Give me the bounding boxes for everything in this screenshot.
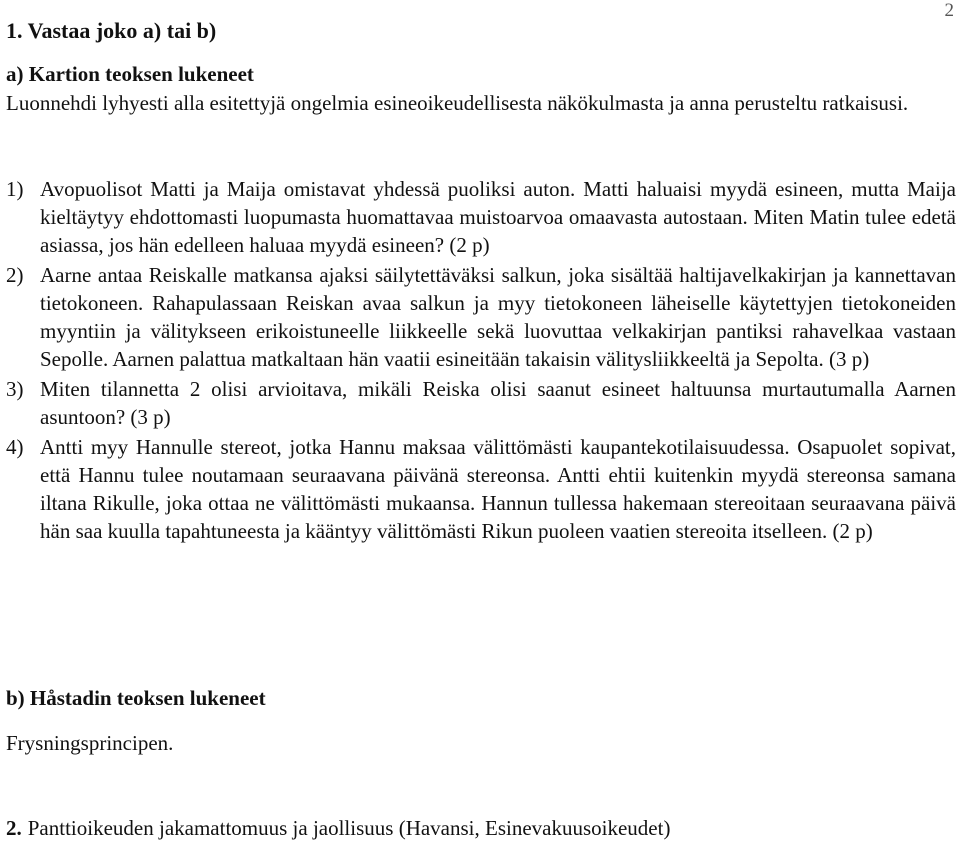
list-item-text: Avopuolisot Matti ja Maija omistavat yhdessä puoliksi auton. Matti haluaisi myydä esineen, mutta Maija kieltäytyy ehdottomasti luopumasta huomattavaa muistoarvoa omaavasta autostaan. Miten Matin tulee edetä asiassa, jos hän edelleen haluaa myydä esineen? (2 p) bbox=[40, 177, 956, 257]
list-item bbox=[6, 375, 956, 431]
list-item-text: Miten tilannetta 2 olisi arvioitava, mikäli Reiska olisi saanut esineet haltuunsa murtautumalla Aarnen asuntoon? (3 p) bbox=[40, 377, 956, 429]
section-a-list bbox=[6, 175, 956, 545]
question-2-text: Panttioikeuden jakamattomuus ja jaollisuus (Havansi, Esinevakuusoikeudet) bbox=[27, 816, 671, 840]
list-item bbox=[6, 261, 956, 373]
page-number: 2 bbox=[944, 0, 954, 21]
list-item-text: Aarne antaa Reiskalle matkansa ajaksi säilytettäväksi salkun, joka sisältää haltijavelkakirjan ja kannettavan tietokoneen. Rahapulassaan Reiskan avaa salkun ja myy tietokoneen läheiselle käytettyjen tietokoneiden myyntiin ja välitykseen erikoistuneelle liikkeelle sekä luovuttaa velkakirjan pantiksi rahavelkaa vastaan Sepolle. Aarnen palattua matkaltaan hän vaatii esineitään takaisin välitysliikkeeltä ja Sepolta. (3 p) bbox=[40, 263, 956, 371]
list-item-number: 1) bbox=[6, 177, 24, 201]
list-item-number: 4) bbox=[6, 435, 24, 459]
section-a-title: a) Kartion teoksen lukeneet bbox=[6, 62, 254, 86]
section-b-text: Frysningsprincipen. bbox=[6, 731, 174, 755]
list-item-number: 2) bbox=[6, 263, 24, 287]
list-item-number: 3) bbox=[6, 377, 24, 401]
question-2-number: 2. bbox=[6, 816, 22, 840]
question-2 bbox=[6, 816, 956, 841]
question-1-heading: 1. Vastaa joko a) tai b) bbox=[6, 18, 217, 43]
list-item bbox=[6, 433, 956, 545]
list-item-text: Antti myy Hannulle stereot, jotka Hannu maksaa välittömästi kaupantekotilaisuudessa. Osapuolet sopivat, että Hannu tulee noutamaan seuraavana päivänä stereonsa. Antti ehtii kuitenkin myydä stereonsa samana iltana Rikulle, joka ottaa ne välittömästi mukaansa. Hannun tullessa hakemaan stereoitaan seuraavana päivä hän saa kuulla tapahtuneesta ja kääntyy välittömästi Rikun puoleen vaatien stereoita itselleen. (2 p) bbox=[40, 435, 956, 543]
section-b-title: b) Håstadin teoksen lukeneet bbox=[6, 686, 266, 710]
section-a-intro: Luonnehdi lyhyesti alla esitettyjä ongelmia esineoikeudellisesta näkökulmasta ja anna perusteltu ratkaisusi. bbox=[6, 91, 909, 115]
list-item bbox=[6, 175, 956, 259]
